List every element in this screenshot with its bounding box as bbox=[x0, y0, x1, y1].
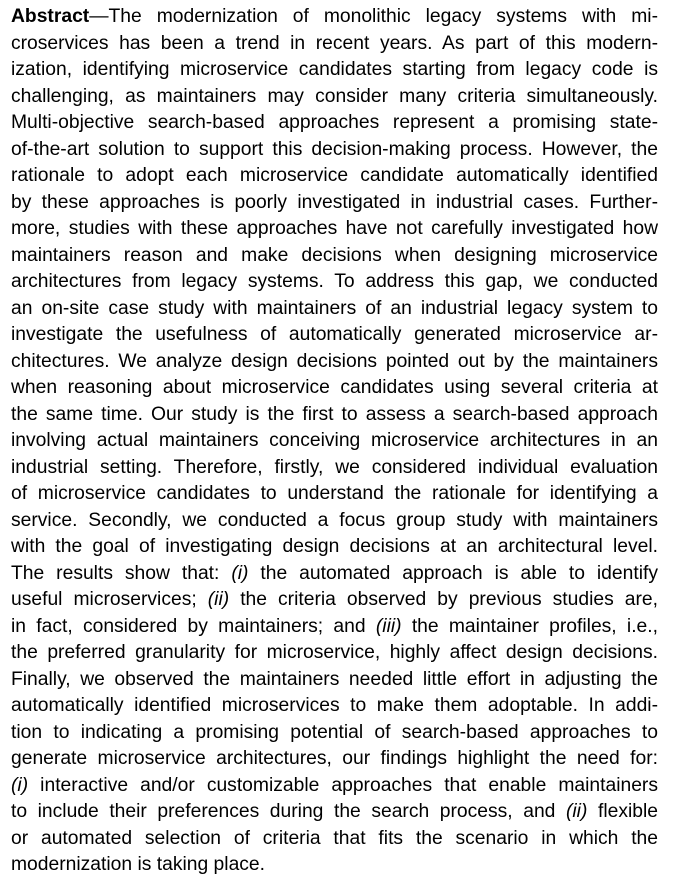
abstract-paragraph bbox=[11, 4, 658, 879]
abstract-text: the criteria observed by previous studies are, bbox=[229, 589, 658, 610]
abstract-text: the preferred granularity for microservice, highly affect design decisions. bbox=[11, 642, 658, 663]
abstract-line bbox=[11, 31, 658, 58]
abstract-text: involving actual maintainers conceiving microservice architectures in an bbox=[11, 430, 658, 451]
abstract-line bbox=[11, 667, 658, 694]
abstract-text: when reasoning about microservice candidates using several criteria at bbox=[11, 377, 658, 398]
abstract-text: service. Secondly, we conducted a focus group study with maintainers bbox=[11, 509, 658, 531]
abstract-line bbox=[11, 720, 658, 747]
abstract-line bbox=[11, 561, 658, 588]
abstract-text: of microservice candidates to understand the rationale for identifying a bbox=[11, 483, 658, 504]
abstract-line bbox=[11, 587, 658, 614]
abstract-text: interactive and/or customizable approaches that enable maintainers bbox=[28, 774, 658, 796]
abstract-line bbox=[11, 826, 658, 853]
abstract-line bbox=[11, 614, 658, 641]
abstract-line bbox=[11, 852, 658, 879]
abstract-line bbox=[11, 534, 658, 561]
abstract-text: the same time. Our study is the first to assess a search-based approach bbox=[11, 403, 658, 425]
abstract-line bbox=[11, 508, 658, 535]
abstract-text: Multi-objective search-based approaches represent a promising state- bbox=[11, 112, 658, 133]
abstract-heading: Abstract bbox=[11, 6, 90, 27]
enumeration-marker: (i) bbox=[11, 774, 29, 796]
abstract-text: an on-site case study with maintainers of an industrial legacy system to bbox=[11, 297, 658, 319]
abstract-line bbox=[11, 773, 658, 800]
abstract-text: challenging, as maintainers may consider many criteria simultaneously. bbox=[11, 85, 658, 107]
abstract-text: in fact, considered by maintainers; and bbox=[11, 615, 376, 637]
enumeration-marker: (ii) bbox=[565, 801, 588, 822]
abstract-line bbox=[11, 746, 658, 773]
abstract-text: the maintainer profiles, i.e., bbox=[401, 615, 658, 637]
abstract-text: or automated selection of criteria that fits the scenario in which the bbox=[11, 827, 658, 849]
abstract-text: to include their preferences during the search process, and bbox=[11, 801, 566, 822]
abstract-line bbox=[11, 693, 658, 720]
abstract-line bbox=[11, 322, 658, 349]
abstract-line bbox=[11, 57, 658, 84]
abstract-text: Finally, we observed the maintainers needed little effort in adjusting the bbox=[11, 668, 658, 690]
abstract-line bbox=[11, 216, 658, 243]
abstract-line bbox=[11, 163, 658, 190]
abstract-text: the automated approach is able to identify bbox=[248, 562, 658, 584]
abstract-text: tion to indicating a promising potential of search-based approaches to bbox=[11, 721, 658, 743]
abstract-text: rationale to adopt each microservice candidate automatically identified bbox=[11, 165, 658, 186]
abstract-line bbox=[11, 640, 658, 667]
abstract-text: flexible bbox=[587, 801, 658, 822]
abstract-text: The results show that: bbox=[11, 562, 232, 584]
abstract-text: croservices has been a trend in recent years. As part of this modern- bbox=[11, 32, 658, 54]
abstract-line bbox=[11, 4, 658, 31]
abstract-line bbox=[11, 799, 658, 826]
abstract-text: industrial setting. Therefore, firstly, we considered individual evaluation bbox=[11, 456, 658, 478]
abstract-text: architectures from legacy systems. To address this gap, we conducted bbox=[11, 271, 658, 292]
abstract-text: more, studies with these approaches have not carefully investigated how bbox=[11, 218, 658, 239]
abstract-text: modernization is taking place. bbox=[11, 854, 266, 875]
abstract-line bbox=[11, 84, 658, 111]
abstract-text: ization, identifying microservice candidates starting from legacy code is bbox=[11, 59, 658, 80]
enumeration-marker: (iii) bbox=[375, 615, 402, 637]
abstract-line bbox=[11, 110, 658, 137]
abstract-text: by these approaches is poorly investigated in industrial cases. Further- bbox=[11, 191, 658, 213]
abstract-line bbox=[11, 137, 658, 164]
abstract-text: generate microservice architectures, our findings highlight the need for: bbox=[11, 748, 658, 769]
abstract-line bbox=[11, 481, 658, 508]
abstract-line bbox=[11, 428, 658, 455]
abstract-text: chitectures. We analyze design decisions pointed out by the maintainers bbox=[11, 350, 658, 372]
abstract-line bbox=[11, 349, 658, 376]
abstract-line bbox=[11, 190, 658, 217]
abstract-text: maintainers reason and make decisions when designing microservice bbox=[11, 244, 658, 266]
enumeration-marker: (i) bbox=[231, 562, 249, 584]
abstract-line bbox=[11, 296, 658, 323]
abstract-line bbox=[11, 269, 658, 296]
abstract-text: automatically identified microservices to make them adoptable. In addi- bbox=[11, 695, 658, 716]
abstract-line bbox=[11, 243, 658, 270]
abstract-text: investigate the usefulness of automatically generated microservice ar- bbox=[11, 324, 658, 345]
abstract-text: useful microservices; bbox=[11, 589, 208, 610]
abstract-text: with the goal of investigating design decisions at an architectural level. bbox=[11, 536, 658, 557]
enumeration-marker: (ii) bbox=[207, 589, 230, 610]
abstract-line bbox=[11, 455, 658, 482]
abstract-text: of-the-art solution to support this decision-making process. However, the bbox=[11, 138, 658, 160]
abstract-line bbox=[11, 402, 658, 429]
abstract-line bbox=[11, 375, 658, 402]
abstract-text: —The modernization of monolithic legacy systems with mi- bbox=[89, 6, 658, 27]
